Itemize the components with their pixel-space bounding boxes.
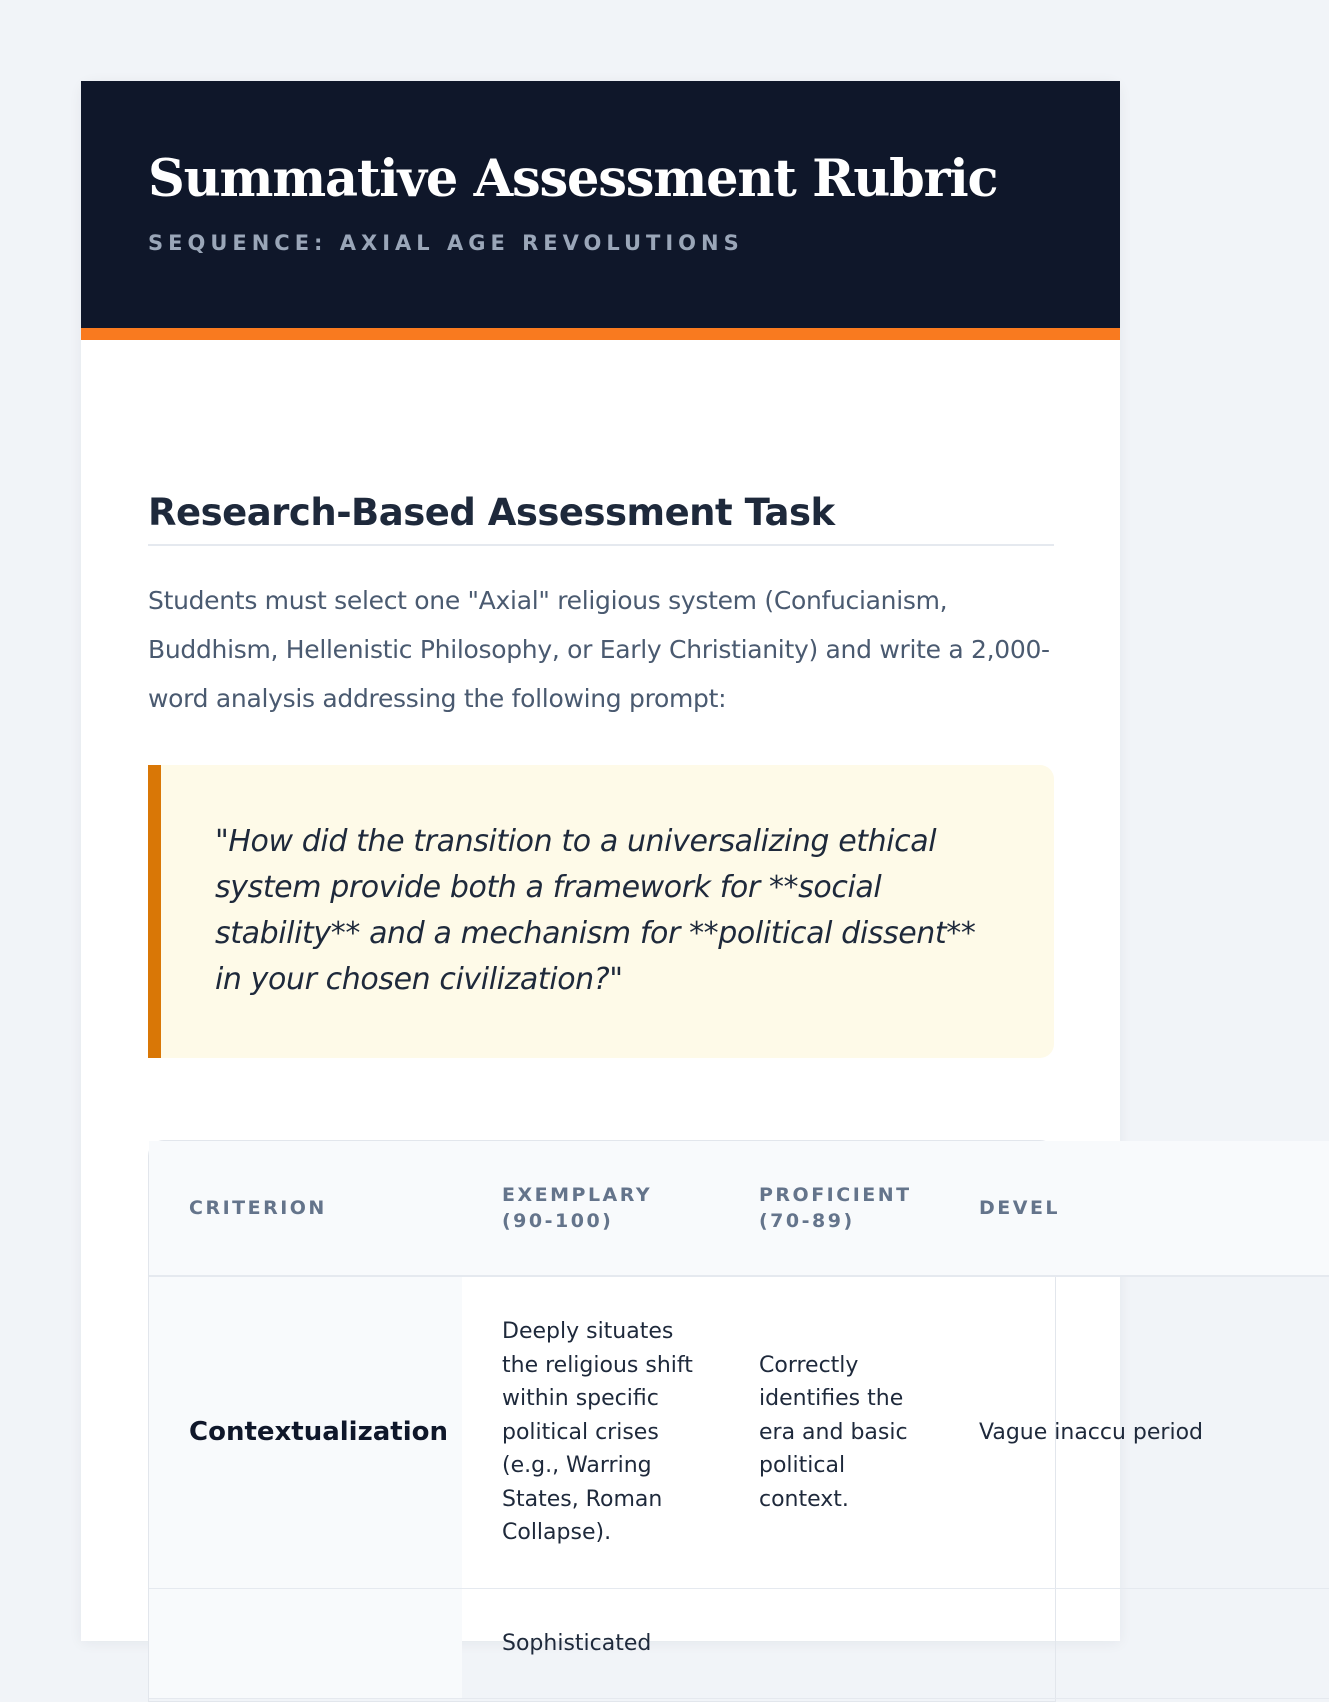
header-criterion: CRITERION <box>149 1141 462 1276</box>
main-content <box>148 411 1204 1702</box>
rubric-table-container[interactable] <box>148 1140 1204 1702</box>
exemplary-cell: Sophisticated <box>462 1588 719 1699</box>
header-developing: DEVEL <box>939 1141 1329 1276</box>
criterion-cell <box>149 1588 462 1699</box>
developing-cell: Vague inaccu period <box>939 1276 1329 1588</box>
proficient-cell: Correctly identifies the era and basic political context. <box>719 1276 939 1588</box>
rubric-table <box>149 1141 1329 1699</box>
header-exemplary: EXEMPLARY (90-100) <box>462 1141 719 1276</box>
section-title: Research-Based Assessment Task <box>148 411 1054 546</box>
prompt-callout <box>148 765 1054 1058</box>
exemplary-cell: Deeply situates the religious shift within specific political crises (e.g., Warring States, Roman Collapse). <box>462 1276 719 1588</box>
prompt-text: "How did the transition to a universalizing ethical system provide both a framework for **social stability** and a mechanism for **political dissent** in your chosen civilization?" <box>215 824 976 997</box>
proficient-cell <box>719 1588 939 1699</box>
table-row <box>149 1588 1329 1699</box>
table-header-row <box>149 1141 1329 1276</box>
header-proficient: PROFICIENT (70-89) <box>719 1141 939 1276</box>
page-title: Summative Assessment Rubric <box>148 149 998 209</box>
rubric-header <box>81 81 1120 340</box>
table-row <box>149 1276 1329 1588</box>
developing-cell <box>939 1588 1329 1699</box>
task-intro: Students must select one "Axial" religious system (Confucianism, Buddhism, Hellenistic Philosophy, or Early Christianity) and write a 2,000-word analysis addressing the following prompt: <box>148 586 1050 713</box>
criterion-cell: Contextualization <box>149 1276 462 1588</box>
sequence-subtitle: SEQUENCE: AXIAL AGE REVOLUTIONS <box>148 231 744 255</box>
rubric-card <box>81 81 1204 1656</box>
